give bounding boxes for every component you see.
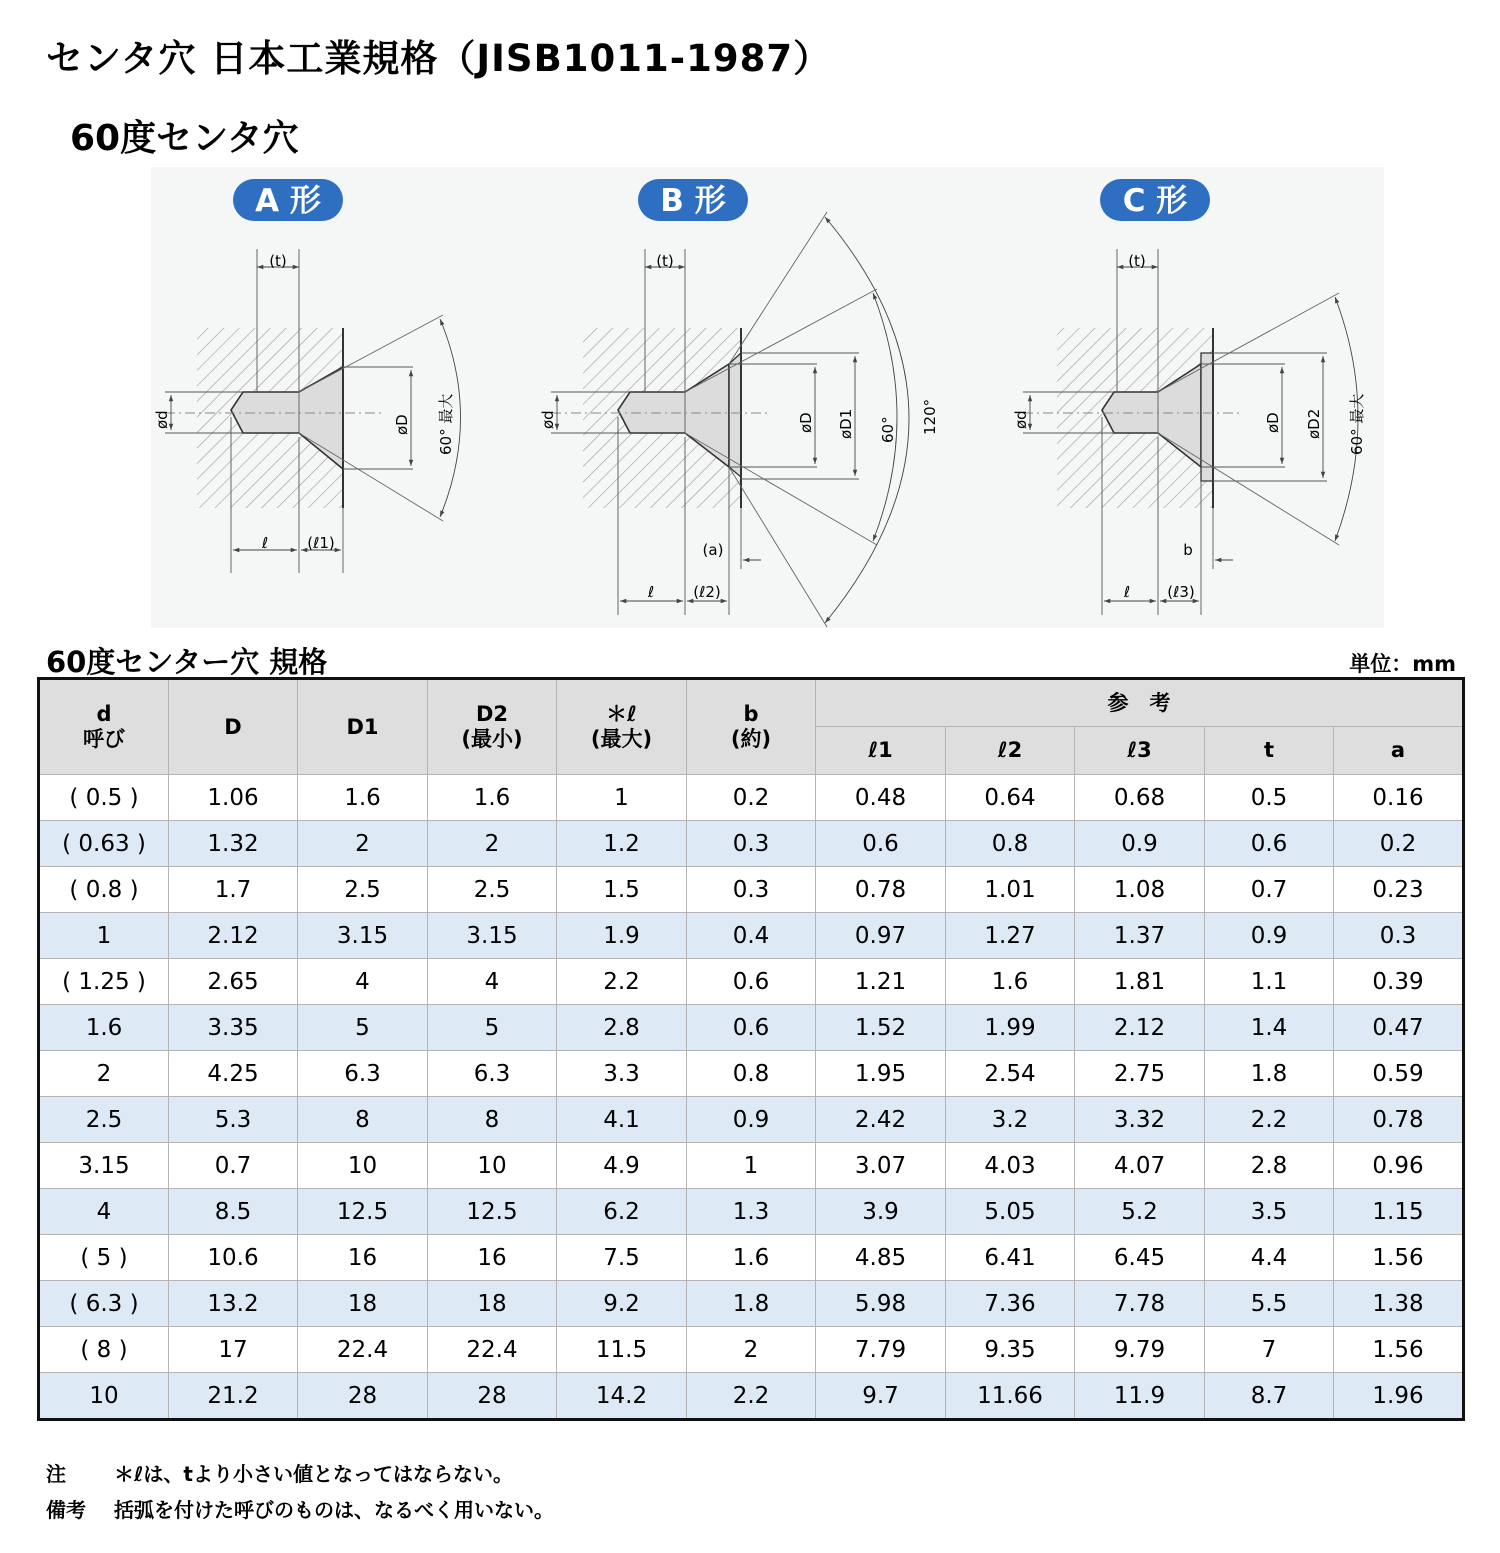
form-b-diagram bbox=[539, 179, 939, 627]
table-cell: 1.99 bbox=[946, 1005, 1075, 1051]
header-D2: D2 (最小) bbox=[428, 679, 557, 775]
header-ell: ＊ℓ (最大) bbox=[557, 679, 687, 775]
header-reference-group: 参 考 bbox=[816, 679, 1464, 727]
note-2-label: 備考 bbox=[46, 1498, 86, 1522]
table-cell: 1.06 bbox=[169, 775, 298, 821]
header-D: D bbox=[169, 679, 298, 775]
form-c-dim-d: ød bbox=[1012, 410, 1030, 429]
table-cell: 9.2 bbox=[557, 1281, 687, 1327]
table-cell: 13.2 bbox=[169, 1281, 298, 1327]
table-cell: 4 bbox=[39, 1189, 169, 1235]
table-row bbox=[39, 1051, 1464, 1097]
table-cell: 3.15 bbox=[298, 913, 428, 959]
table-cell: 4.03 bbox=[946, 1143, 1075, 1189]
form-c-dim-ell: ℓ bbox=[1123, 583, 1131, 601]
note-2 bbox=[46, 1492, 554, 1528]
table-cell: 4.4 bbox=[1205, 1235, 1334, 1281]
page-title: センタ穴 日本工業規格（JISB1011-1987） bbox=[46, 37, 832, 80]
table-cell: 1.7 bbox=[169, 867, 298, 913]
table-cell: 2.54 bbox=[946, 1051, 1075, 1097]
table-cell: 2.2 bbox=[1205, 1097, 1334, 1143]
table-cell: 1.15 bbox=[1334, 1189, 1464, 1235]
table-cell: 14.2 bbox=[557, 1373, 687, 1420]
table-cell: 1.96 bbox=[1334, 1373, 1464, 1420]
form-a-dim-D: øD bbox=[393, 414, 411, 435]
note-1 bbox=[46, 1456, 554, 1492]
form-a-dim-ell1: (ℓ1) bbox=[307, 534, 335, 552]
table-cell: 7 bbox=[1205, 1327, 1334, 1373]
table-cell: ( 0.5 ) bbox=[39, 775, 169, 821]
table-cell: 22.4 bbox=[428, 1327, 557, 1373]
form-b-dim-ell: ℓ bbox=[647, 583, 655, 601]
table-cell: 0.3 bbox=[1334, 913, 1464, 959]
table-cell: 12.5 bbox=[428, 1189, 557, 1235]
table-cell: 3.15 bbox=[428, 913, 557, 959]
table-cell: 4.85 bbox=[816, 1235, 946, 1281]
table-cell: 6.2 bbox=[557, 1189, 687, 1235]
form-c-label: C 形 bbox=[1122, 183, 1188, 219]
form-c-dim-D: øD bbox=[1264, 412, 1282, 433]
table-cell: 2.12 bbox=[169, 913, 298, 959]
form-c-dim-angle: 60° 最大 bbox=[1348, 393, 1366, 455]
form-b-dim-D: øD bbox=[797, 412, 815, 433]
table-cell: 1.3 bbox=[687, 1189, 816, 1235]
table-cell: ( 0.8 ) bbox=[39, 867, 169, 913]
table-cell: 1.6 bbox=[39, 1005, 169, 1051]
table-cell: 16 bbox=[428, 1235, 557, 1281]
note-2-text: 括弧を付けた呼びのものは、なるべく用いない。 bbox=[114, 1498, 554, 1522]
table-cell: 5.2 bbox=[1075, 1189, 1205, 1235]
table-cell: ( 6.3 ) bbox=[39, 1281, 169, 1327]
table-cell: 1.81 bbox=[1075, 959, 1205, 1005]
table-cell: 2 bbox=[687, 1327, 816, 1373]
table-cell: 0.39 bbox=[1334, 959, 1464, 1005]
table-cell: 10 bbox=[428, 1143, 557, 1189]
table-cell: 0.47 bbox=[1334, 1005, 1464, 1051]
table-row bbox=[39, 775, 1464, 821]
header-a: a bbox=[1334, 727, 1464, 775]
form-c-dim-ell3: (ℓ3) bbox=[1167, 583, 1195, 601]
table-cell: 3.15 bbox=[39, 1143, 169, 1189]
table-cell: 0.23 bbox=[1334, 867, 1464, 913]
header-D1: D1 bbox=[298, 679, 428, 775]
form-c-diagram bbox=[1012, 179, 1366, 615]
table-cell: ( 5 ) bbox=[39, 1235, 169, 1281]
header-b: b (約) bbox=[687, 679, 816, 775]
table-cell: 0.78 bbox=[816, 867, 946, 913]
table-cell: 0.5 bbox=[1205, 775, 1334, 821]
table-cell: 1.6 bbox=[946, 959, 1075, 1005]
table-cell: 4.9 bbox=[557, 1143, 687, 1189]
form-a-dim-t: (t) bbox=[269, 252, 287, 270]
table-cell: 5 bbox=[428, 1005, 557, 1051]
table-cell: 1.8 bbox=[1205, 1051, 1334, 1097]
table-row bbox=[39, 1373, 1464, 1420]
note-1-label: 注 bbox=[46, 1462, 66, 1486]
table-cell: 28 bbox=[428, 1373, 557, 1420]
table-cell: 1.6 bbox=[687, 1235, 816, 1281]
table-cell: ( 8 ) bbox=[39, 1327, 169, 1373]
table-cell: 7.79 bbox=[816, 1327, 946, 1373]
table-cell: 8 bbox=[298, 1097, 428, 1143]
table-cell: ( 1.25 ) bbox=[39, 959, 169, 1005]
table-cell: 1.32 bbox=[169, 821, 298, 867]
table-cell: 4 bbox=[298, 959, 428, 1005]
table-cell: 0.6 bbox=[816, 821, 946, 867]
table-cell: 4.25 bbox=[169, 1051, 298, 1097]
header-ell2: ℓ2 bbox=[946, 727, 1075, 775]
table-cell: 1.6 bbox=[298, 775, 428, 821]
table-row bbox=[39, 1327, 1464, 1373]
table-cell: 3.32 bbox=[1075, 1097, 1205, 1143]
table-cell: 6.3 bbox=[428, 1051, 557, 1097]
table-cell: 2.12 bbox=[1075, 1005, 1205, 1051]
form-b-dim-D1: øD1 bbox=[837, 408, 855, 439]
table-cell: 0.59 bbox=[1334, 1051, 1464, 1097]
table-cell: 8.7 bbox=[1205, 1373, 1334, 1420]
table-cell: 2.5 bbox=[39, 1097, 169, 1143]
table-cell: 0.2 bbox=[1334, 821, 1464, 867]
table-cell: 8 bbox=[428, 1097, 557, 1143]
table-cell: 10 bbox=[39, 1373, 169, 1420]
table-cell: 4.07 bbox=[1075, 1143, 1205, 1189]
header-d: d 呼び bbox=[39, 679, 169, 775]
table-row bbox=[39, 867, 1464, 913]
form-a-label: A 形 bbox=[255, 183, 321, 219]
table-cell: 2 bbox=[39, 1051, 169, 1097]
table-row bbox=[39, 1281, 1464, 1327]
form-c-dim-b: b bbox=[1183, 541, 1193, 559]
header-ell3: ℓ3 bbox=[1075, 727, 1205, 775]
form-b-dim-t: (t) bbox=[656, 252, 674, 270]
table-cell: 1 bbox=[39, 913, 169, 959]
table-cell: 0.6 bbox=[687, 1005, 816, 1051]
table-cell: 0.2 bbox=[687, 775, 816, 821]
table-cell: 0.64 bbox=[946, 775, 1075, 821]
section-title: 60度センタ穴 bbox=[70, 118, 299, 159]
table-cell: 1.21 bbox=[816, 959, 946, 1005]
table-cell: 0.9 bbox=[1205, 913, 1334, 959]
table-cell: 1.5 bbox=[557, 867, 687, 913]
table-cell: 2.2 bbox=[557, 959, 687, 1005]
table-cell: 1.27 bbox=[946, 913, 1075, 959]
table-cell: 16 bbox=[298, 1235, 428, 1281]
table-cell: 21.2 bbox=[169, 1373, 298, 1420]
form-c-dim-t: (t) bbox=[1128, 252, 1146, 270]
table-cell: ( 0.63 ) bbox=[39, 821, 169, 867]
table-cell: 12.5 bbox=[298, 1189, 428, 1235]
table-row bbox=[39, 1097, 1464, 1143]
table-cell: 1.38 bbox=[1334, 1281, 1464, 1327]
table-cell: 1.56 bbox=[1334, 1327, 1464, 1373]
form-b-label: B 形 bbox=[660, 183, 726, 219]
table-cell: 0.8 bbox=[687, 1051, 816, 1097]
table-cell: 1.4 bbox=[1205, 1005, 1334, 1051]
table-cell: 3.2 bbox=[946, 1097, 1075, 1143]
form-a-diagram bbox=[153, 179, 461, 573]
header-ell1: ℓ1 bbox=[816, 727, 946, 775]
table-title: 60度センター穴 規格 bbox=[46, 645, 328, 679]
form-b-dim-d: ød bbox=[539, 410, 557, 429]
table-row bbox=[39, 1235, 1464, 1281]
table-cell: 1.56 bbox=[1334, 1235, 1464, 1281]
table-cell: 3.07 bbox=[816, 1143, 946, 1189]
table-cell: 6.3 bbox=[298, 1051, 428, 1097]
table-cell: 0.3 bbox=[687, 867, 816, 913]
table-cell: 6.41 bbox=[946, 1235, 1075, 1281]
table-cell: 0.96 bbox=[1334, 1143, 1464, 1189]
form-a-dim-ell: ℓ bbox=[261, 534, 269, 552]
table-cell: 11.9 bbox=[1075, 1373, 1205, 1420]
table-cell: 1.37 bbox=[1075, 913, 1205, 959]
table-cell: 2.2 bbox=[687, 1373, 816, 1420]
table-cell: 1.2 bbox=[557, 821, 687, 867]
table-cell: 0.7 bbox=[169, 1143, 298, 1189]
table-cell: 2.8 bbox=[1205, 1143, 1334, 1189]
table-cell: 7.78 bbox=[1075, 1281, 1205, 1327]
table-cell: 9.7 bbox=[816, 1373, 946, 1420]
table-cell: 0.3 bbox=[687, 821, 816, 867]
table-cell: 10 bbox=[298, 1143, 428, 1189]
notes bbox=[46, 1456, 554, 1528]
table-row bbox=[39, 1189, 1464, 1235]
table-cell: 10.6 bbox=[169, 1235, 298, 1281]
table-cell: 0.97 bbox=[816, 913, 946, 959]
table-row bbox=[39, 959, 1464, 1005]
table-cell: 1.08 bbox=[1075, 867, 1205, 913]
form-b-dim-a: (a) bbox=[702, 541, 724, 559]
table-cell: 0.9 bbox=[687, 1097, 816, 1143]
table-cell: 0.9 bbox=[1075, 821, 1205, 867]
table-cell: 2 bbox=[428, 821, 557, 867]
table-cell: 22.4 bbox=[298, 1327, 428, 1373]
spec-table bbox=[37, 677, 1465, 1421]
table-cell: 4.1 bbox=[557, 1097, 687, 1143]
table-body bbox=[39, 775, 1464, 1420]
table-cell: 5 bbox=[298, 1005, 428, 1051]
table-cell: 2 bbox=[298, 821, 428, 867]
table-row bbox=[39, 913, 1464, 959]
table-cell: 0.68 bbox=[1075, 775, 1205, 821]
table-cell: 0.78 bbox=[1334, 1097, 1464, 1143]
table-cell: 0.4 bbox=[687, 913, 816, 959]
table-cell: 3.9 bbox=[816, 1189, 946, 1235]
center-hole-diagram bbox=[151, 167, 1384, 628]
table-cell: 0.16 bbox=[1334, 775, 1464, 821]
table-cell: 2.5 bbox=[298, 867, 428, 913]
table-header bbox=[39, 679, 1464, 775]
table-cell: 6.45 bbox=[1075, 1235, 1205, 1281]
table-cell: 8.5 bbox=[169, 1189, 298, 1235]
table-cell: 11.66 bbox=[946, 1373, 1075, 1420]
header-t: t bbox=[1205, 727, 1334, 775]
form-b-dim-angle120: 120° bbox=[921, 398, 939, 435]
form-a-dim-d: ød bbox=[153, 410, 171, 429]
table-cell: 0.8 bbox=[946, 821, 1075, 867]
table-cell: 3.5 bbox=[1205, 1189, 1334, 1235]
table-cell: 2.8 bbox=[557, 1005, 687, 1051]
table-cell: 1.9 bbox=[557, 913, 687, 959]
table-cell: 1.1 bbox=[1205, 959, 1334, 1005]
table-cell: 3.35 bbox=[169, 1005, 298, 1051]
table-cell: 17 bbox=[169, 1327, 298, 1373]
table-cell: 5.3 bbox=[169, 1097, 298, 1143]
table-cell: 5.5 bbox=[1205, 1281, 1334, 1327]
table-cell: 18 bbox=[428, 1281, 557, 1327]
table-cell: 1.01 bbox=[946, 867, 1075, 913]
table-cell: 1.8 bbox=[687, 1281, 816, 1327]
form-b-dim-ell2: (ℓ2) bbox=[693, 583, 721, 601]
table-cell: 9.79 bbox=[1075, 1327, 1205, 1373]
table-row bbox=[39, 821, 1464, 867]
table-row bbox=[39, 1005, 1464, 1051]
table-cell: 1.52 bbox=[816, 1005, 946, 1051]
table-cell: 7.5 bbox=[557, 1235, 687, 1281]
table-cell: 0.48 bbox=[816, 775, 946, 821]
table-cell: 9.35 bbox=[946, 1327, 1075, 1373]
table-cell: 2.75 bbox=[1075, 1051, 1205, 1097]
table-cell: 2.65 bbox=[169, 959, 298, 1005]
table-cell: 1 bbox=[687, 1143, 816, 1189]
table-cell: 18 bbox=[298, 1281, 428, 1327]
table-cell: 0.6 bbox=[1205, 821, 1334, 867]
table-cell: 28 bbox=[298, 1373, 428, 1420]
table-cell: 0.6 bbox=[687, 959, 816, 1005]
note-1-text: ＊ℓは、tより小さい値となってはならない。 bbox=[114, 1462, 513, 1486]
table-cell: 11.5 bbox=[557, 1327, 687, 1373]
form-b-dim-angle60: 60° bbox=[879, 416, 897, 443]
table-row bbox=[39, 1143, 1464, 1189]
form-a-dim-angle: 60° 最大 bbox=[437, 393, 455, 455]
table-cell: 1.6 bbox=[428, 775, 557, 821]
table-cell: 5.05 bbox=[946, 1189, 1075, 1235]
table-cell: 0.7 bbox=[1205, 867, 1334, 913]
form-c-dim-D2: øD2 bbox=[1305, 408, 1323, 439]
table-cell: 1.95 bbox=[816, 1051, 946, 1097]
table-cell: 4 bbox=[428, 959, 557, 1005]
table-cell: 2.42 bbox=[816, 1097, 946, 1143]
table-cell: 3.3 bbox=[557, 1051, 687, 1097]
table-cell: 2.5 bbox=[428, 867, 557, 913]
table-cell: 1 bbox=[557, 775, 687, 821]
table-cell: 5.98 bbox=[816, 1281, 946, 1327]
table-cell: 7.36 bbox=[946, 1281, 1075, 1327]
unit-label: 単位：mm bbox=[1349, 652, 1456, 676]
